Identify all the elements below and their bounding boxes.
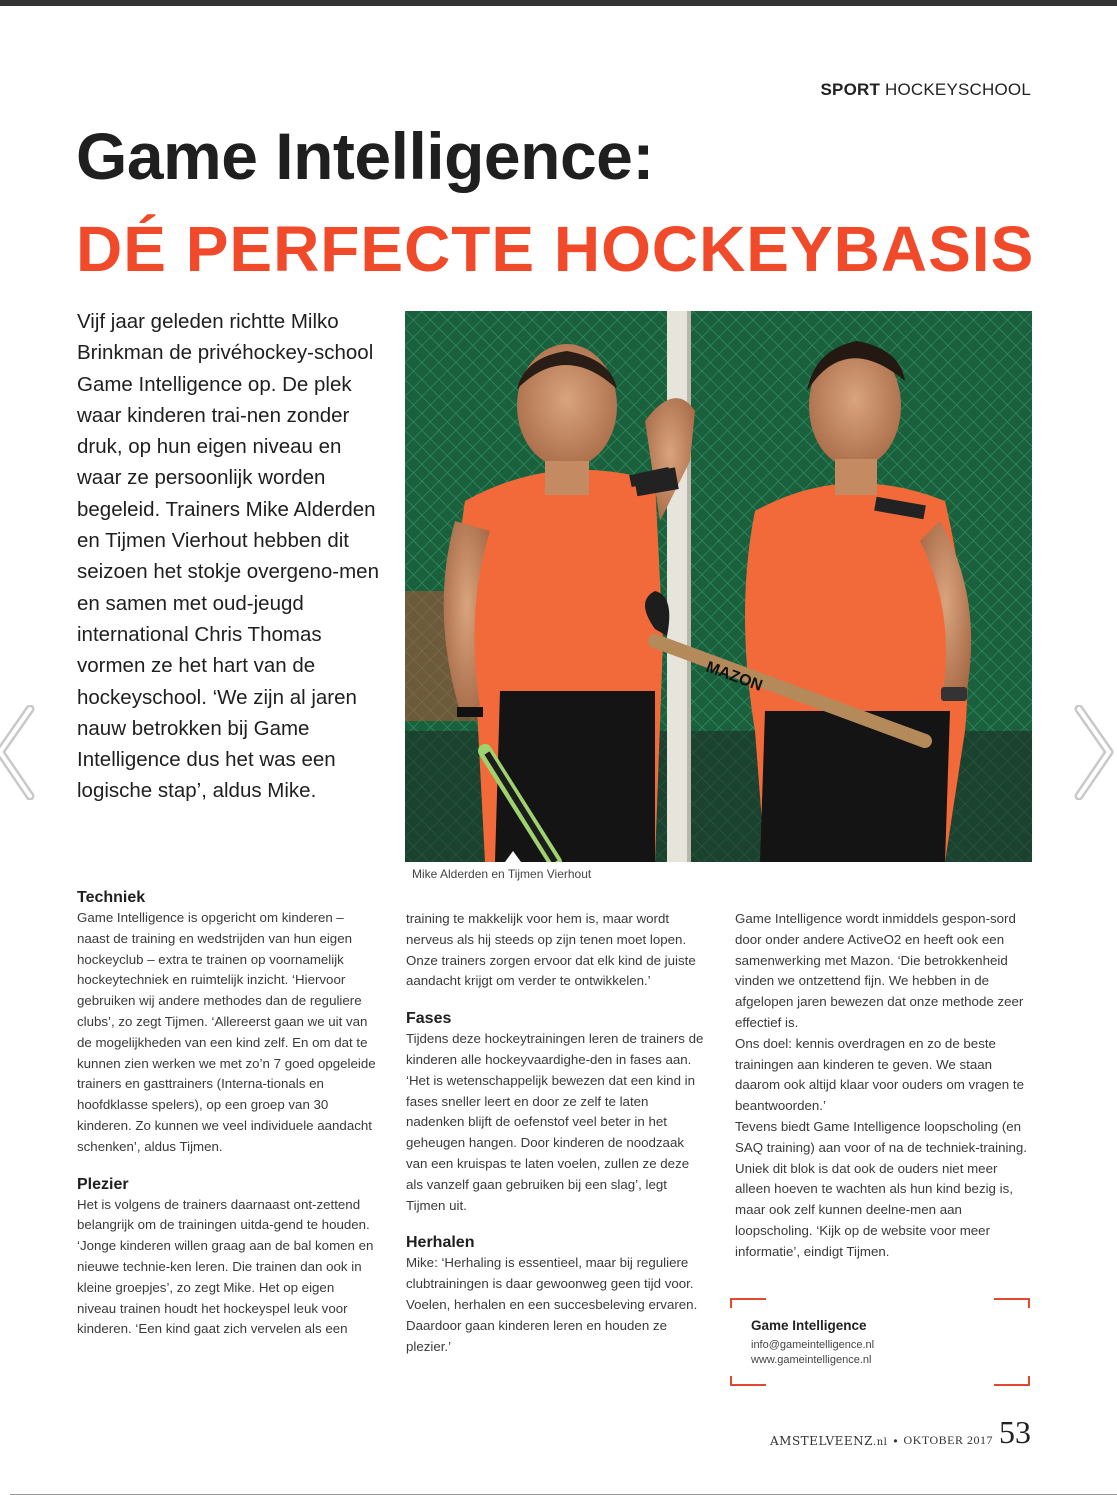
heading-techniek: Techniek bbox=[77, 889, 146, 906]
contact-email[interactable]: info@gameintelligence.nl bbox=[751, 1339, 875, 1351]
contact-website[interactable]: www.gameintelligence.nl bbox=[751, 1354, 872, 1366]
heading-fases: Fases bbox=[406, 1010, 452, 1028]
top-border bbox=[0, 0, 1117, 6]
section-label-bold: SPORT bbox=[820, 80, 881, 99]
contact-box bbox=[730, 1298, 1030, 1386]
corner-bottom-left bbox=[730, 1376, 766, 1386]
heading-herhalen: Herhalen bbox=[406, 1234, 475, 1252]
contact-name: Game Intelligence bbox=[751, 1318, 867, 1333]
article-photo bbox=[405, 311, 1032, 862]
paragraph-herhalen: Mike: ‘Herhaling is essentieel, maar bij reguliere clubtrainingen is daar gewoonweg geen tijd voor. Voelen, herhalen en een succesbeleving ervaren. Daardoor gaan kinderen leren en houden ze plezier.’ bbox=[406, 1255, 698, 1354]
corner-top-left bbox=[730, 1298, 766, 1308]
corner-top-right bbox=[994, 1298, 1030, 1308]
column-2 bbox=[406, 909, 706, 1357]
photo-caption: Mike Alderden en Tijmen Vierhout bbox=[412, 867, 592, 881]
article-subtitle: DÉ PERFECTE HOCKEYBASIS bbox=[76, 213, 1035, 285]
footer-separator: • bbox=[893, 1434, 898, 1448]
page-footer bbox=[770, 1416, 1031, 1448]
section-label-rest: HOCKEYSCHOOL bbox=[885, 80, 1031, 99]
chevron-right-icon bbox=[1072, 705, 1117, 800]
paragraph-continuation: training te makkelijk voor hem is, maar wordt nerveus als hij steeds op zijn tenen moet lopen. Onze trainers zorgen ervoor dat elk kind de juiste aandacht krijgt om verder te ontwikkelen.’ bbox=[406, 911, 696, 989]
paragraph-sponsors: Game Intelligence wordt inmiddels gespon-sord door onder andere ActiveO2 en heeft ook een samenwerking met Mazon. ‘Die betrokkenheid vinden we ontzettend fijn. We hebben in de afgelopen jaren bewezen dat onze methode zeer effectief is. bbox=[735, 911, 1024, 1030]
heading-plezier: Plezier bbox=[77, 1175, 129, 1193]
magazine-brand: AMSTELVEENZ.nl bbox=[770, 1434, 888, 1448]
column-1 bbox=[77, 888, 377, 1340]
issue-date: OKTOBER 2017 bbox=[903, 1433, 993, 1447]
prev-page-button[interactable] bbox=[0, 705, 37, 800]
paragraph-techniek: Game Intelligence is opgericht om kinderen – naast de training en wedstrijden van hun eigen hockeyclub – extra te trainen op voornamelijk hockeytechniek en ruimtelijk inzicht. ‘Hiervoor gebruiken wij andere methodes dan de reguliere clubs’, zo zegt Tijmen. ‘Allereerst gaan we uit van de mogelijkheden van een kind zelf. En om dat te kunnen zien werken we met zo’n 7 goed opgeleide trainers en gasttrainers (Interna-tionals en hoofdklasse spelers), op een groep van 30 kinderen. Zo kunnen we veel individuele aandacht schenken’, aldus Tijmen. bbox=[77, 910, 376, 1154]
paragraph-plezier: Het is volgens de trainers daarnaast ont-zettend belangrijk om de trainingen uitda-gend te houden. ‘Jonge kinderen willen graag aan de bal komen en nieuwe technie-ken leren. Die trainen dan ook in kleine groepjes’, zo zegt Mike. Het op eigen niveau trainen houdt het hockeyspel leuk voor kinderen. ‘Een kind gaat zich vervelen als een bbox=[77, 1196, 374, 1337]
section-label bbox=[821, 80, 1032, 100]
next-page-button[interactable] bbox=[1072, 705, 1117, 800]
corner-bottom-right bbox=[994, 1376, 1030, 1386]
paragraph-loopscholing: Tevens biedt Game Intelligence loopscholing (en SAQ training) aan voor of na de techniek-training. Uniek dit blok is dat ook de ouders niet meer alleen hoeven te wachten als hun kind bezig is, maar ook zelf kunnen deelne-men aan loopscholing. ‘Kijk op de website voor meer informatie’, eindigt Tijmen. bbox=[735, 1118, 1027, 1259]
paragraph-goal: Ons doel: kennis overdragen en zo de beste trainingen aan kinderen te geven. We staan daarom ook altijd klaar voor ouders om vragen te beantwoorden.’ bbox=[735, 1035, 1024, 1114]
column-3 bbox=[735, 909, 1035, 1263]
stick-brand-label: MAZON bbox=[703, 658, 765, 695]
intro-paragraph: Vijf jaar geleden richtte Milko Brinkman de privéhockey-school Game Intelligence op. De plek waar kinderen trai-nen zonder druk, op hun eigen niveau en waar ze persoonlijk worden begeleid. Trainers Mike Alderden en Tijmen Vierhout hebben dit seizoen het stokje overgeno-men en samen met oud-jeugd international Chris Thomas vormen ze het hart van de hockeyschool. ‘We zijn al jaren nauw betrokken bij Game Intelligence dus het was een logische stap’, aldus Mike. bbox=[77, 310, 379, 803]
paragraph-fases: Tijdens deze hockeytrainingen leren de trainers de kinderen alle hockeyvaardighe-den in fases aan. ‘Het is wetenschappelijk bewezen dat een kind in fases sneller leert en door ze zelf te laten nadenken blijft de oefenstof veel beter in het geheugen hangen. Door kinderen de noodzaak van een kruispas te laten voelen, zullen ze deze als vanzelf gaan gebruiken bij een slag’, legt Tijmen uit. bbox=[406, 1031, 704, 1213]
article-title: Game Intelligence: bbox=[76, 119, 654, 193]
chevron-left-icon bbox=[0, 705, 37, 800]
page-number: 53 bbox=[999, 1414, 1031, 1450]
